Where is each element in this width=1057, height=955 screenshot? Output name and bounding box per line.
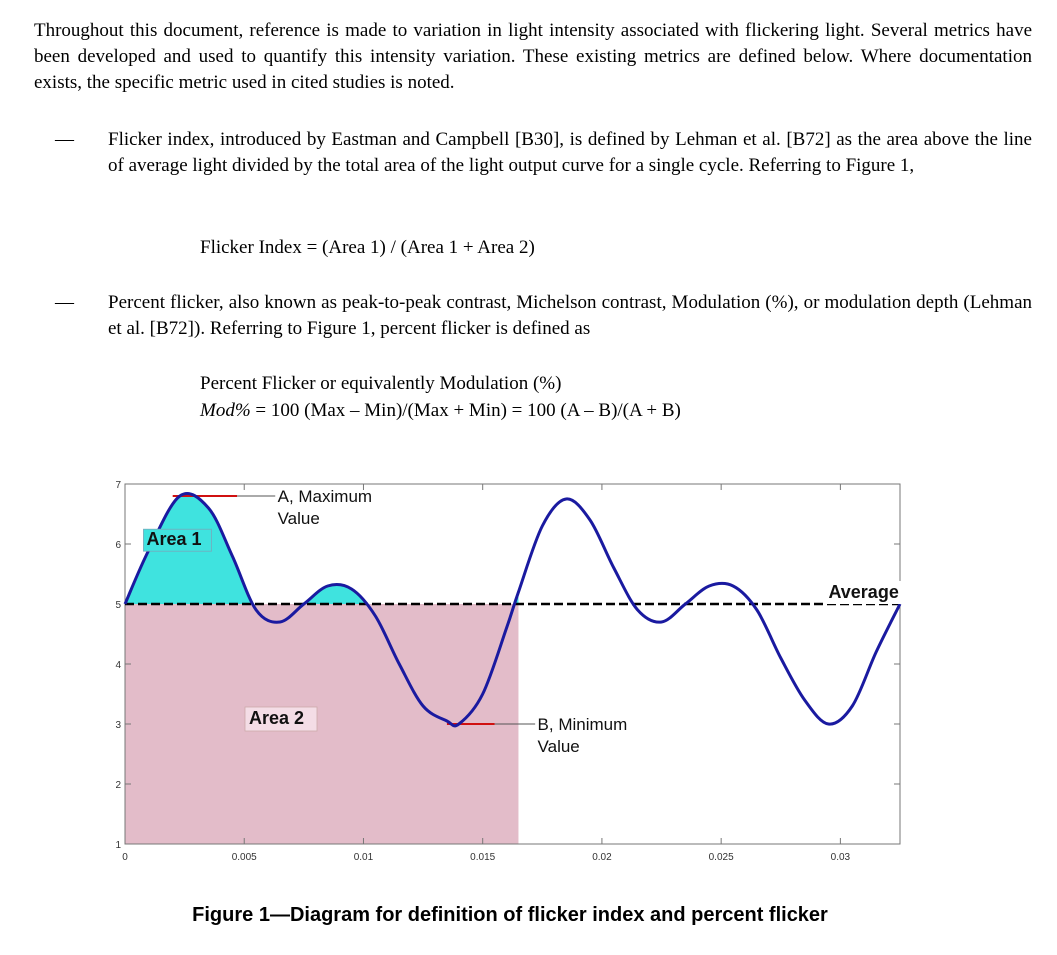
figure-caption: Figure 1—Diagram for definition of flicker index and percent flicker (192, 904, 828, 926)
percent-flicker-formula-line2 (200, 398, 681, 424)
x-tick-label: 0.03 (830, 852, 851, 863)
flicker-diagram-chart (0, 468, 1057, 888)
x-tick-label: 0.01 (353, 852, 374, 863)
y-tick-label: 1 (115, 840, 121, 851)
bullet-dash: — (55, 292, 74, 313)
y-tick-label: 4 (115, 660, 121, 671)
intro-paragraph: Throughout this document, reference is made to variation in light intensity associated with flickering light. Several metrics have been developed and used to quantify this intensity variation. These existing metrics are defined below. Where documentation exists, the specific metric used in cited studies is noted. (34, 20, 1032, 93)
average-label: Average (828, 582, 899, 602)
y-tick-label: 6 (115, 540, 121, 551)
y-tick-label: 5 (115, 600, 121, 611)
bullet-dash: — (55, 129, 74, 150)
flicker-index-formula: Flicker Index = (Area 1) / (Area 1 + Area 2) (200, 237, 535, 258)
y-tick-label: 3 (115, 720, 121, 731)
area-1-label: Area 1 (146, 529, 202, 550)
x-tick-label: 0 (122, 852, 128, 863)
min-label-line1: B, Minimum (537, 715, 628, 734)
x-tick-label: 0.025 (708, 852, 734, 863)
area-2-label: Area 2 (249, 708, 305, 728)
max-label-line2: Value (277, 509, 320, 528)
flicker-index-definition: Flicker index, introduced by Eastman and Campbell [B30], is defined by Lehman et al. [B72] as the area above the line of average light divided by the total area of the light output curve for a single cycle. Referring to Figure 1, (108, 129, 1032, 176)
y-tick-label: 2 (115, 780, 121, 791)
x-tick-label: 0.005 (231, 852, 257, 863)
mod-percent-equation: = 100 (Max – Min)/(Max + Min) = 100 (A – B)/(A + B) (250, 400, 681, 421)
percent-flicker-definition: Percent flicker, also known as peak-to-peak contrast, Michelson contrast, Modulation (%), or modulation depth (Lehman et al. [B72]). Referring to Figure 1, percent flicker is defined as (108, 292, 1032, 339)
y-tick-label: 7 (115, 480, 121, 491)
x-tick-label: 0.02 (592, 852, 612, 863)
mod-percent-symbol: Mod% (200, 400, 251, 421)
max-label-line1: A, Maximum (277, 487, 373, 506)
percent-flicker-formula-line1: Percent Flicker or equivalently Modulation (%) (200, 373, 562, 394)
min-label-line2: Value (537, 737, 580, 756)
x-tick-label: 0.015 (470, 852, 496, 863)
